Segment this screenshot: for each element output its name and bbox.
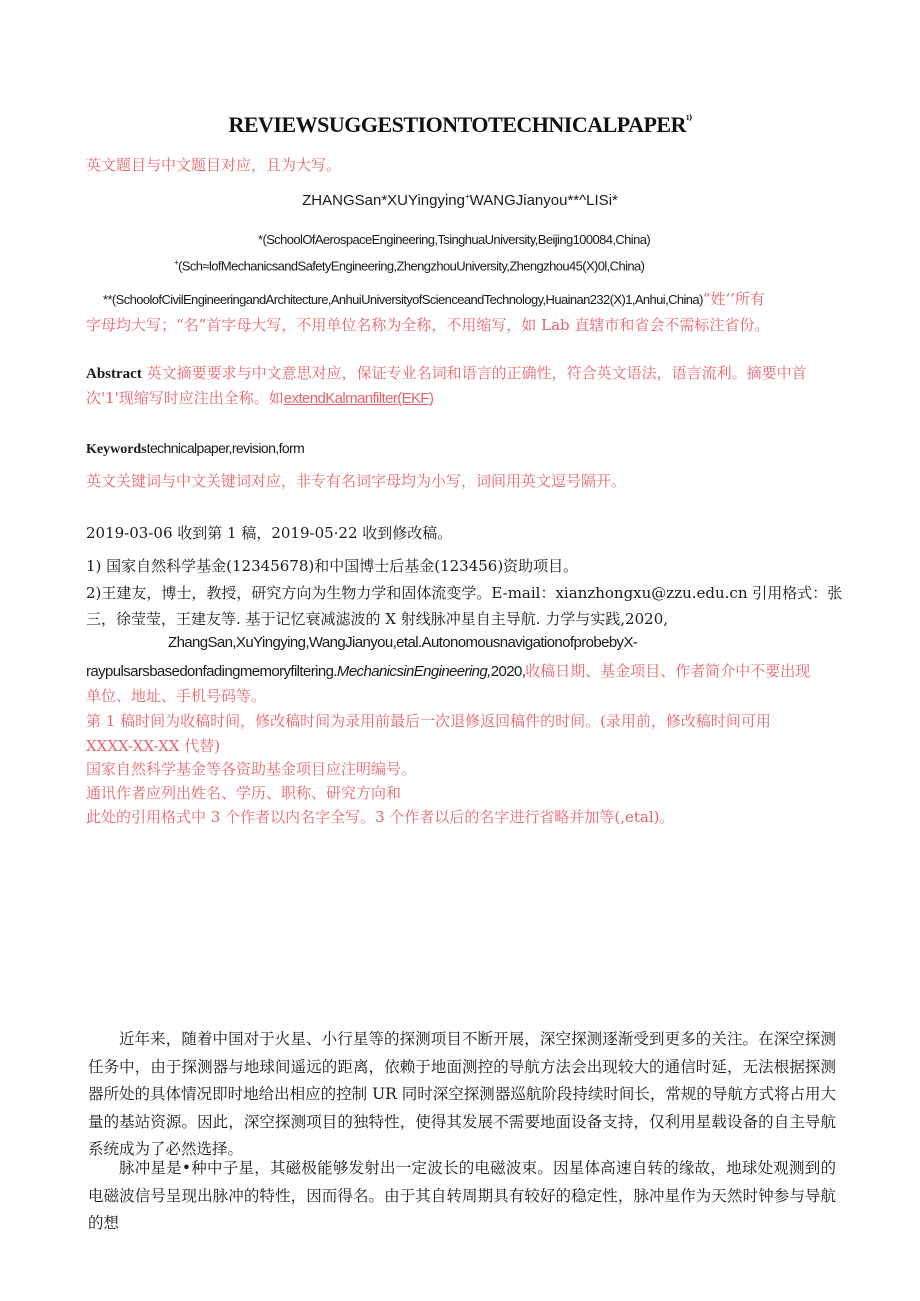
title-footnote-mark: ¹⁾: [685, 112, 692, 127]
keywords-annotation: 英文关键词与中文关键词对应，非专有名词字母均为小写，词间用英文逗号隔开。: [86, 472, 627, 490]
abstract: [86, 362, 807, 383]
affiliation-annotation-line2: 字母均大写；“名”首字母大写，不用单位名称为全称，不用缩写，如 Lab 直辖市和省会不需标注省份。: [86, 316, 770, 334]
keywords: [86, 440, 304, 458]
keywords-text: technicalpaper,revision,form: [146, 440, 305, 456]
abstract-annotation: 英文摘要要求与中文意思对应，保证专业名词和语言的正确性，符合英文语法，语言流利。摘要中首: [146, 364, 807, 382]
affiliation-annotation: “姓‘’所有: [702, 290, 766, 308]
citation-annotation-line2: 单位、地址、手机号码等。: [86, 687, 267, 705]
received-dates: 2019-03-06 收到第 1 稿，2019-05·22 收到修改稿。: [86, 524, 453, 542]
abstract-label: Abstract: [86, 366, 142, 382]
citation-english-line2: raypulsarsbasedonfadingmemoryfiltering.MechanicsinEngineering,2020,收稿日期、基金项目、作者简介中不要出现: [86, 662, 811, 680]
keywords-label: Keywords: [86, 442, 147, 457]
footnote-author-line2: 三，徐莹莹，王建友等. 基于记忆衰减滤波的 X 射线脉冲星自主导航. 力学与实践,2020,: [86, 610, 669, 628]
citation-annotation: 收稿日期、基金项目、作者简介中不要出现: [525, 662, 811, 680]
note-citation-format: 此处的引用格式中 3 个作者以内名字全写。3 个作者以后的名字进行省略并加等(,etal)。: [86, 808, 675, 826]
affiliation-1: *(SchoolOfAerospaceEngineering,TsinghuaUniversity,Beijing100084,China): [258, 232, 651, 247]
affiliation-2: +(Sch≈lofMechanicsandSafetyEngineering,ZhengzhouUniversity,Zhengzhou45(X)0l,China): [174, 258, 645, 274]
abstract-example-link[interactable]: extendKalmanfilter(EKF): [283, 390, 434, 407]
title-annotation: 英文题目与中文题目对应，且为大写。: [86, 156, 342, 174]
abstract-line2: 次'1'现缩写时应注出全称。如extendKalmanfilter(EKF): [86, 389, 434, 407]
footnote-funding: 1) 国家自然科学基金(12345678)和中国博士后基金(123456)资助项目。: [86, 557, 579, 575]
body-paragraph-2: 脉冲星是•种中子星，其磁极能够发射出一定波长的电磁波束。因星体高速自转的缘故，地球处观测到的电磁波信号呈现出脉冲的特性，因而得名。由于其自转周期具有较好的稳定性，脉冲星作为天然时钟参与导航的想: [88, 1159, 836, 1232]
body-paragraph-1: 近年来，随着中国对于火星、小行星等的探测项目不断开展，深空探测逐渐受到更多的关注。在深空探测任务中，由于探测器与地球间遥远的距离，依赖于地面测控的导航方法会出现较大的通信时延，无法根据探测器所处的具体情况即时地给出相应的控制 UR 同时深空探测器巡航阶段持续时间长，常规的导航方式将占用大量的基站资源。因此，深空探测项目的独特性，使得其发展不需要地面设备支持，仅利用星载设备的自主导航系统成为了必然选择。: [88, 1030, 836, 1158]
affiliation-3: **(SchoolofCivilEngineeringandArchitecture,AnhuiUniversityofScienceandTechnology,Huainan232(X)1,Anhui,China)“姓‘’所有: [103, 290, 766, 308]
note-corresponding-author: 通讯作者应列出姓名、学历、职称、研究方向和: [86, 784, 402, 802]
author-list: ZHANGSan*XUYingying+WANGJianyou**^LISi*: [302, 192, 618, 209]
note-funding: 国家自然科学基金等各资助基金项目应注明编号。: [86, 760, 417, 778]
citation-english: ZhangSan,XuYingying,WangJianyou,etal.AutonomousnavigationofprobebyX-: [168, 634, 638, 651]
note-dates: 第 1 稿时间为收稿时间，修改稿时间为录用前最后一次退修返回稿件的时间。(录用前，修改稿时间可用: [86, 712, 771, 730]
paper-title: $REVIEWSUGGESTIONTOTECHNICALPAPER^{^{1)}}$: [228, 112, 692, 137]
footnote-author: 2)王建友，博士，教授，研究方向为生物力学和固体流变学。E-mail：xianzhongxu@zzu.edu.cn 引用格式：张: [86, 584, 843, 602]
note-dates-line2: XXXX-XX-XX 代替): [86, 737, 221, 755]
